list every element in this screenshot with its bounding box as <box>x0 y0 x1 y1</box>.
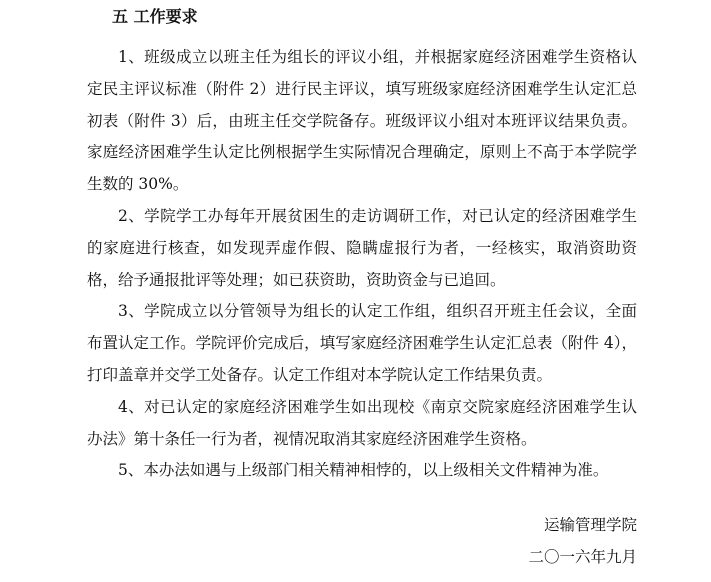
signature-date: 二〇一六年九月 <box>528 548 637 566</box>
paragraph-5: 5、本办法如遇与上级部门相关精神相悖的，以上级相关文件精神为准。 <box>118 461 609 480</box>
paragraph-4: 4、对已认定的家庭经济困难学生如出现校《南京交院家庭经济困难学生认办法》第十条任一行为者，视情况取消其家庭经济困难学生资格。 <box>87 397 637 448</box>
section-body <box>87 42 637 487</box>
paragraph-3: 3、学院成立以分管领导为组长的认定工作组，组织召开班主任会议，全面布置认定工作。学院评价完成后，填写家庭经济困难学生认定汇总表（附件 4），打印盖章并交学工处备存。认定工作组对本学院认定工作结果负责。 <box>87 302 637 384</box>
paragraph-2: 2、学院学工办每年开展贫困生的走访调研工作，对已认定的经济困难学生的家庭进行核查，如发现弄虚作假、隐瞒虚报行为者，一经核实，取消资助资格，给予通报批评等处理；如已获资助，资助资金与已追回。 <box>87 206 637 289</box>
paragraph-1: 1、班级成立以班主任为组长的评议小组，并根据家庭经济困难学生资格认定民主评议标准（附件 2）进行民主评议，填写班级家庭经济困难学生认定汇总初表（附件 3）后，由班主任交学院备存。班级评议小组对本班评议结果负责。家庭经济困难学生认定比例根据学生实际情况合理确定，原则上不高于本学院学生数的 30%。 <box>87 48 637 194</box>
section-heading: 五 工作要求 <box>112 7 198 26</box>
signature-organization: 运输管理学院 <box>543 516 637 534</box>
